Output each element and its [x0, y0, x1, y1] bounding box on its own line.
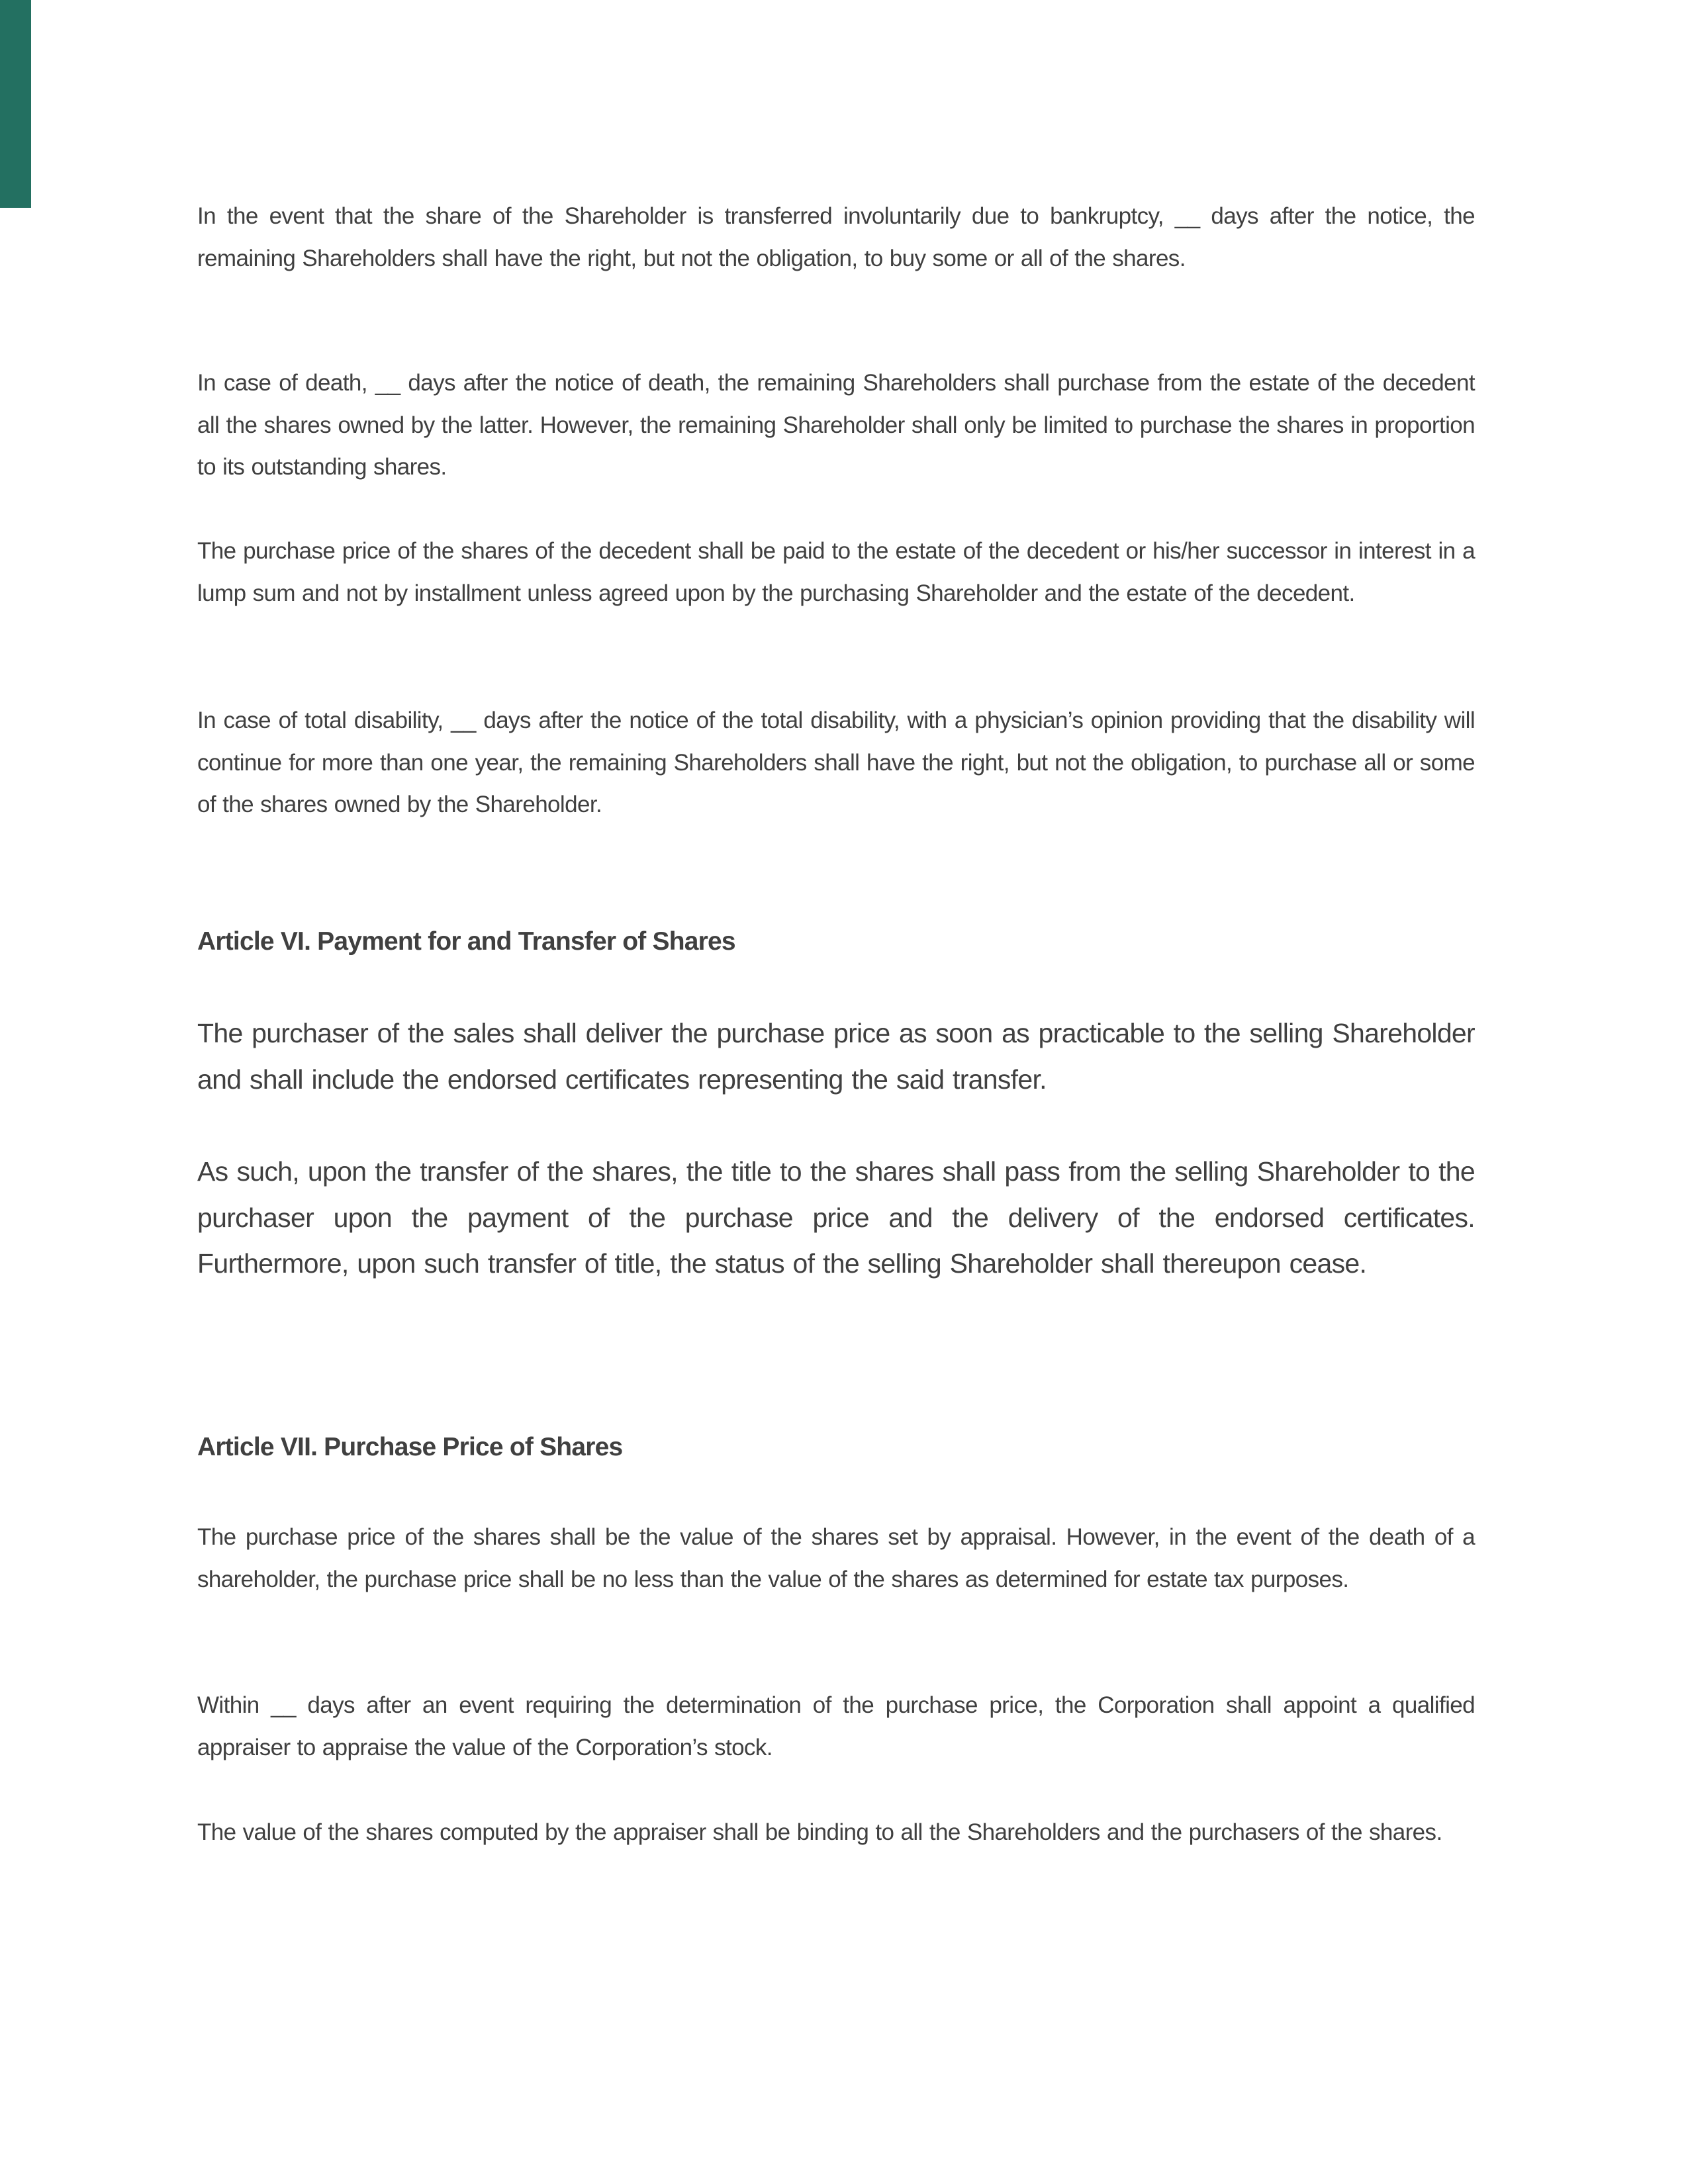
article-vi-heading: Article VI. Payment for and Transfer of Shares — [197, 927, 735, 956]
paragraph-binding-value: The value of the shares computed by the appraiser shall be binding to all the Shareholders and the purchasers of the shares. — [197, 1819, 1442, 1845]
paragraph-appraisal-value: The purchase price of the shares shall be the value of the shares set by appraisal. However, in the event of the death of a shareholder, the purchase price shall be no less than the value of the shares as determined for estate tax purposes. — [197, 1524, 1475, 1592]
paragraph-bankruptcy-transfer: In the event that the share of the Shareholder is transferred involuntarily due to bankruptcy, __ days after the notice, the remaining Shareholders shall have the right, but not the obligation, to buy some or all of the shares. — [197, 203, 1475, 271]
paragraph-decedent-payment: The purchase price of the shares of the decedent shall be paid to the estate of the decedent or his/her successor in interest in a lump sum and not by installment unless agreed upon by the purchasing Shareholder and the estate of the decedent. — [197, 538, 1475, 606]
paragraph-appoint-appraiser: Within __ days after an event requiring the determination of the purchase price, the Corporation shall appoint a qualified appraiser to appraise the value of the Corporation’s stock. — [197, 1692, 1475, 1760]
paragraph-title-transfer: As such, upon the transfer of the shares, the title to the shares shall pass from the selling Shareholder to the purchaser upon the payment of the purchase price and the delivery of the endorsed certificates. Furthermore, upon such transfer of title, the status of the selling Shareholder shall thereupon cease. — [197, 1156, 1475, 1279]
page-accent-bar — [0, 0, 31, 208]
article-vii-heading: Article VII. Purchase Price of Shares — [197, 1433, 623, 1461]
paragraph-deliver-purchase-price: The purchaser of the sales shall deliver the purchase price as soon as practicable to the selling Shareholder and shall include the endorsed certificates representing the said transfer. — [197, 1018, 1475, 1095]
paragraph-death-purchase: In case of death, __ days after the notice of death, the remaining Shareholders shall purchase from the estate of the decedent all the shares owned by the latter. However, the remaining Shareholder shall only be limited to purchase the shares in proportion to its outstanding shares. — [197, 370, 1475, 480]
paragraph-total-disability: In case of total disability, __ days after the notice of the total disability, with a physician’s opinion providing that the disability will continue for more than one year, the remaining Shareholders shall have the right, but not the obligation, to purchase all or some of the shares owned by the Shareholder. — [197, 707, 1475, 817]
